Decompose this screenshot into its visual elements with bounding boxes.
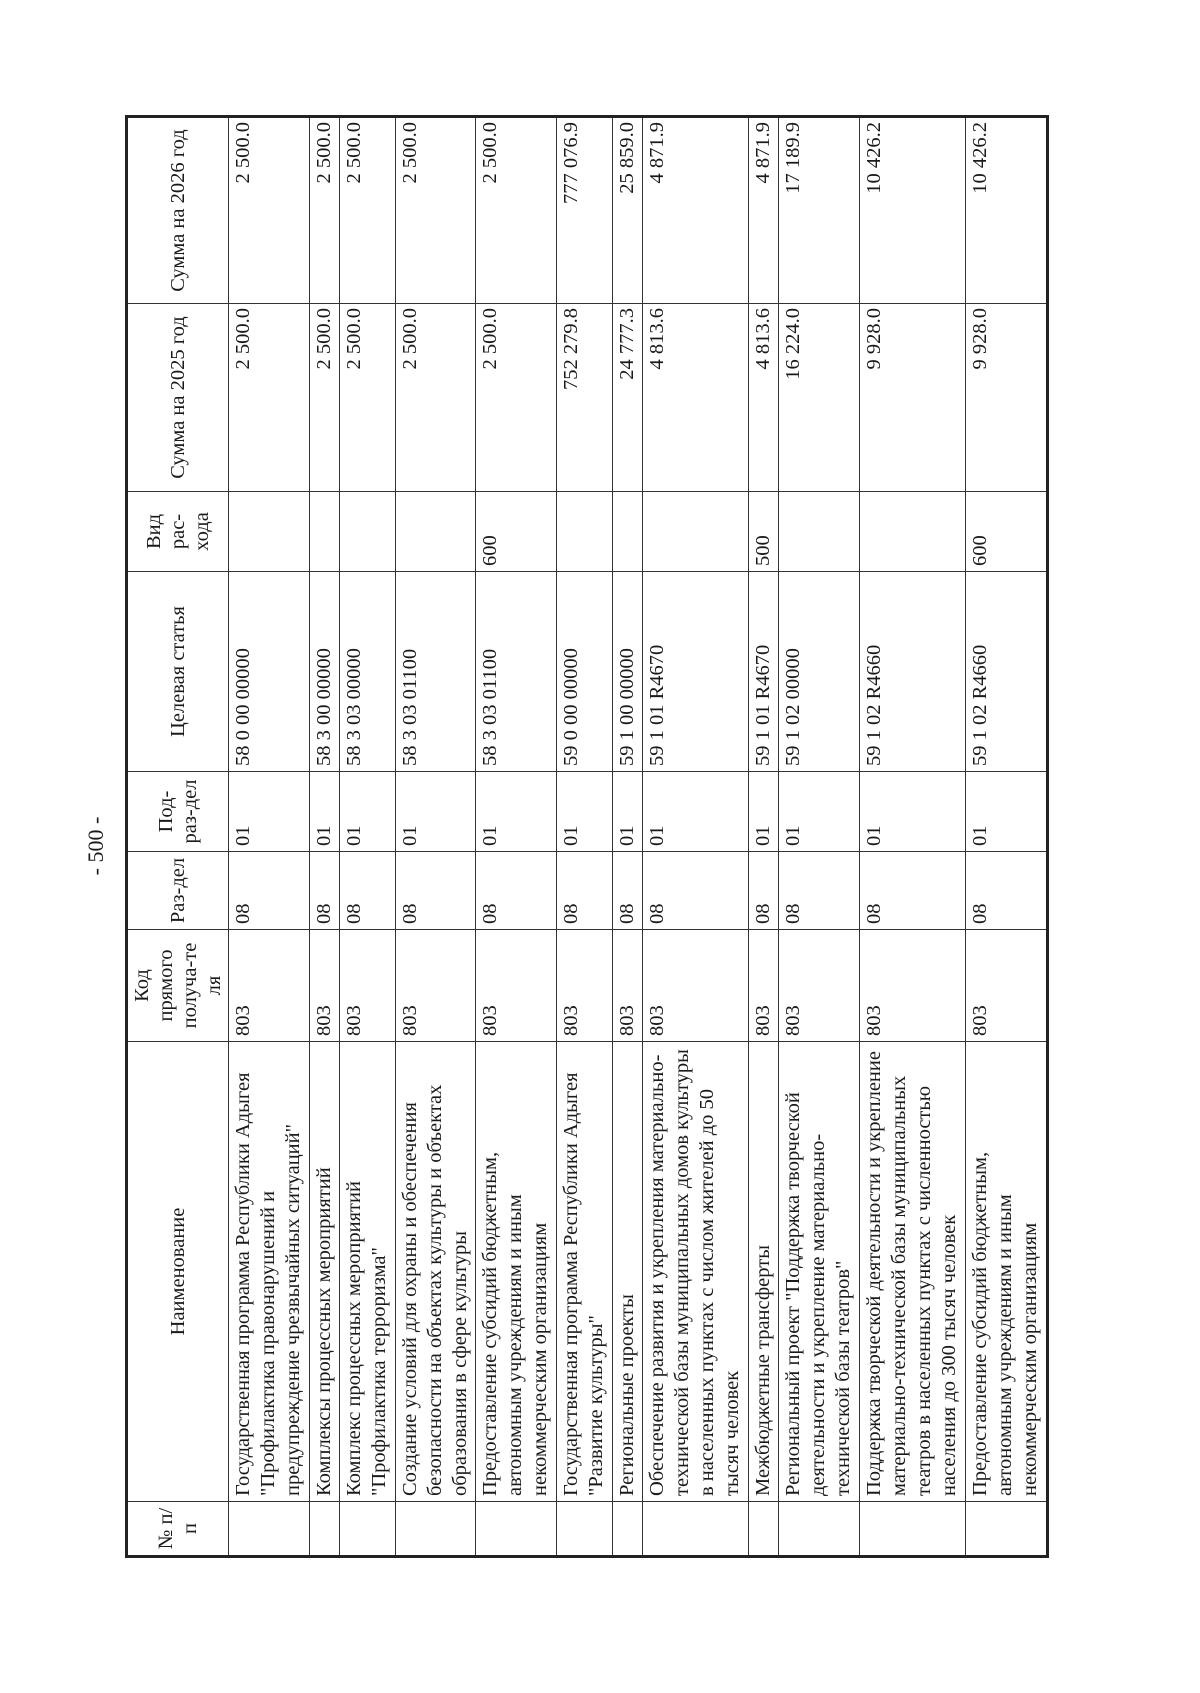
cell-name: Региональные проекты	[612, 1042, 642, 1502]
cell-name: Комплекс процессных мероприятий "Профилактика терроризма"	[340, 1042, 396, 1502]
cell-expense: 600	[476, 492, 557, 572]
cell-no	[476, 1502, 557, 1557]
cell-section: 08	[340, 852, 396, 930]
cell-expense	[779, 492, 860, 572]
cell-sum-2025: 24 777.3	[612, 304, 642, 492]
cell-section: 08	[779, 852, 860, 930]
cell-recipient: 803	[340, 930, 396, 1042]
cell-name: Создание условий для охраны и обеспечения безопасности на объектах культуры и объектах образования в сфере культуры	[395, 1042, 476, 1502]
cell-sum-2026: 2 500.0	[340, 117, 396, 304]
cell-name: Поддержка творческой деятельности и укрепление материально-технической базы муниципальных театров в населенных пунктах с численностью населения до 300 тысяч человек	[860, 1042, 966, 1502]
table-row	[642, 117, 748, 1557]
cell-section: 08	[966, 852, 1048, 930]
cell-subsection: 01	[642, 772, 748, 852]
cell-no	[779, 1502, 860, 1557]
cell-target: 59 1 02 R4660	[860, 572, 966, 772]
cell-name: Обеспечение развития и укрепления материально-технической базы муниципальных домов культуры в населенных пунктах с числом жителей до 50 тысяч человек	[642, 1042, 748, 1502]
cell-sum-2026: 2 500.0	[229, 117, 310, 304]
cell-expense	[340, 492, 396, 572]
cell-sum-2025: 2 500.0	[309, 304, 339, 492]
cell-target: 59 0 00 00000	[557, 572, 613, 772]
header-expense: Вид рас-хода	[127, 492, 229, 572]
header-no: № п/п	[127, 1502, 229, 1557]
table-body	[229, 117, 1048, 1557]
cell-no	[309, 1502, 339, 1557]
cell-target: 59 1 00 00000	[612, 572, 642, 772]
cell-expense	[642, 492, 748, 572]
cell-sum-2026: 17 189.9	[779, 117, 860, 304]
cell-sum-2026: 2 500.0	[476, 117, 557, 304]
cell-recipient: 803	[642, 930, 748, 1042]
cell-sum-2026: 2 500.0	[395, 117, 476, 304]
cell-target: 59 1 02 R4660	[966, 572, 1048, 772]
cell-recipient: 803	[966, 930, 1048, 1042]
table-row	[966, 117, 1048, 1557]
cell-expense	[309, 492, 339, 572]
cell-target: 58 3 03 01100	[476, 572, 557, 772]
cell-expense	[395, 492, 476, 572]
table-row	[860, 117, 966, 1557]
cell-section: 08	[749, 852, 779, 930]
cell-name: Государственная программа Республики Адыгея "Развитие культуры"	[557, 1042, 613, 1502]
cell-no	[966, 1502, 1048, 1557]
cell-section: 08	[642, 852, 748, 930]
cell-target: 58 3 00 00000	[309, 572, 339, 772]
cell-expense: 600	[966, 492, 1048, 572]
cell-sum-2026: 777 076.9	[557, 117, 613, 304]
cell-no	[557, 1502, 613, 1557]
cell-target: 59 1 01 R4670	[642, 572, 748, 772]
cell-sum-2026: 4 871.9	[749, 117, 779, 304]
cell-no	[642, 1502, 748, 1557]
cell-sum-2026: 10 426.2	[860, 117, 966, 304]
cell-sum-2025: 4 813.6	[749, 304, 779, 492]
cell-recipient: 803	[749, 930, 779, 1042]
cell-sum-2025: 9 928.0	[966, 304, 1048, 492]
header-recipient: Код прямого получа-те ля	[127, 930, 229, 1042]
cell-subsection: 01	[476, 772, 557, 852]
cell-no	[860, 1502, 966, 1557]
cell-sum-2025: 2 500.0	[229, 304, 310, 492]
table-row	[229, 117, 310, 1557]
cell-expense	[612, 492, 642, 572]
header-target: Целевая статья	[127, 572, 229, 772]
cell-section: 08	[476, 852, 557, 930]
cell-section: 08	[612, 852, 642, 930]
cell-section: 08	[229, 852, 310, 930]
cell-subsection: 01	[612, 772, 642, 852]
table-row	[557, 117, 613, 1557]
cell-subsection: 01	[749, 772, 779, 852]
cell-target: 58 0 00 00000	[229, 572, 310, 772]
cell-no	[749, 1502, 779, 1557]
cell-name: Государственная программа Республики Адыгея "Профилактика правонарушений и предупреждение чрезвычайных ситуаций"	[229, 1042, 310, 1502]
table-row	[309, 117, 339, 1557]
cell-subsection: 01	[395, 772, 476, 852]
cell-target: 58 3 03 01100	[395, 572, 476, 772]
cell-expense	[229, 492, 310, 572]
cell-name: Предоставление субсидий бюджетным, автономным учреждениям и иным некоммерческим организациям	[966, 1042, 1048, 1502]
cell-recipient: 803	[309, 930, 339, 1042]
cell-section: 08	[395, 852, 476, 930]
table-row	[749, 117, 779, 1557]
table-row	[395, 117, 476, 1557]
cell-name: Межбюджетные трансферты	[749, 1042, 779, 1502]
table-row	[476, 117, 557, 1557]
cell-sum-2025: 16 224.0	[779, 304, 860, 492]
cell-sum-2026: 2 500.0	[309, 117, 339, 304]
cell-no	[612, 1502, 642, 1557]
cell-recipient: 803	[557, 930, 613, 1042]
cell-subsection: 01	[229, 772, 310, 852]
cell-recipient: 803	[779, 930, 860, 1042]
header-sum-2026: Сумма на 2026 год	[127, 117, 229, 304]
cell-sum-2026: 4 871.9	[642, 117, 748, 304]
cell-no	[395, 1502, 476, 1557]
cell-section: 08	[557, 852, 613, 930]
cell-recipient: 803	[229, 930, 310, 1042]
cell-sum-2025: 2 500.0	[340, 304, 396, 492]
budget-table	[125, 115, 1049, 1558]
header-sum-2025: Сумма на 2025 год	[127, 304, 229, 492]
cell-no	[340, 1502, 396, 1557]
cell-recipient: 803	[476, 930, 557, 1042]
header-subsection: Под-раз-дел	[127, 772, 229, 852]
table-row	[612, 117, 642, 1557]
cell-subsection: 01	[860, 772, 966, 852]
table-row	[779, 117, 860, 1557]
cell-subsection: 01	[340, 772, 396, 852]
cell-recipient: 803	[395, 930, 476, 1042]
table-row	[340, 117, 396, 1557]
header-section: Раз-дел	[127, 852, 229, 930]
cell-subsection: 01	[779, 772, 860, 852]
cell-sum-2025: 752 279.8	[557, 304, 613, 492]
cell-recipient: 803	[860, 930, 966, 1042]
cell-section: 08	[860, 852, 966, 930]
cell-recipient: 803	[612, 930, 642, 1042]
cell-sum-2026: 10 426.2	[966, 117, 1048, 304]
cell-section: 08	[309, 852, 339, 930]
cell-expense	[557, 492, 613, 572]
cell-target: 59 1 01 R4670	[749, 572, 779, 772]
cell-subsection: 01	[309, 772, 339, 852]
cell-sum-2025: 4 813.6	[642, 304, 748, 492]
cell-sum-2025: 2 500.0	[476, 304, 557, 492]
cell-expense: 500	[749, 492, 779, 572]
cell-name: Комплексы процессных мероприятий	[309, 1042, 339, 1502]
page-number: - 500 -	[83, 816, 108, 876]
cell-subsection: 01	[966, 772, 1048, 852]
cell-target: 58 3 03 00000	[340, 572, 396, 772]
cell-expense	[860, 492, 966, 572]
cell-subsection: 01	[557, 772, 613, 852]
cell-sum-2026: 25 859.0	[612, 117, 642, 304]
cell-name: Предоставление субсидий бюджетным, автономным учреждениям и иным некоммерческим организациям	[476, 1042, 557, 1502]
header-row	[127, 117, 229, 1557]
cell-name: Региональный проект "Поддержка творческой деятельности и укрепление материально-технической базы театров"	[779, 1042, 860, 1502]
cell-no	[229, 1502, 310, 1557]
cell-sum-2025: 2 500.0	[395, 304, 476, 492]
cell-sum-2025: 9 928.0	[860, 304, 966, 492]
header-name: Наименование	[127, 1042, 229, 1502]
cell-target: 59 1 02 00000	[779, 572, 860, 772]
budget-table-container	[125, 118, 1049, 1558]
